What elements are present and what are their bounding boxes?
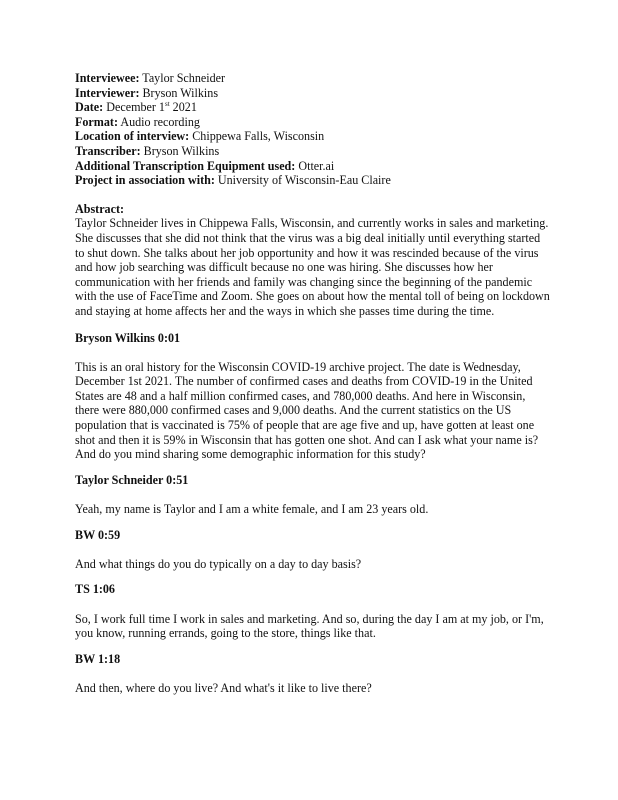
transcript-entry — [75, 473, 550, 517]
abstract-heading: Abstract: — [75, 201, 125, 216]
transcript-entry — [75, 582, 550, 640]
speaker-text: This is an oral history for the Wisconsin COVID-19 archive project. The date is Wednesday, December 1st 2021. The number of confirmed cases and deaths from COVID-19 in the United States are 48 and a half million confirmed cases, and 780,000 deaths. And here in Wisconsin, there were 880,000 confirmed cases and 9,000 deaths. And the current statistics on the US population that is vaccinated is 75% of people that are age five and up, have gotten at least one shot and then it is 59% in Wisconsin that has gotten one shot. And can I ask what your name is? And do you mind sharing some demographic information for this study? — [75, 359, 539, 462]
abstract-text: Taylor Schneider lives in Chippewa Falls, Wisconsin, and currently works in sales and marketing. She discusses that she did not think that the virus was a big deal initially until everything started to shut down. She talks about her job opportunity and how it was rescinded because of the virus and how job searching was difficult because no one was hiring. She discusses how her communication with her friends and family was changing since the beginning of the pandemic with the use of FaceTime and Zoom. She goes on about how the mental toll of being on lockdown and staying at home affects her and the ways in which she passes time during the time. — [75, 216, 550, 318]
metadata-transcriber — [75, 144, 550, 159]
metadata-value: Taylor Schneider — [139, 71, 226, 85]
metadata-label: Format: — [75, 114, 118, 129]
transcript-entry — [75, 528, 550, 572]
metadata-value: Bryson Wilkins — [139, 85, 219, 100]
metadata-label: Transcriber: — [75, 143, 141, 158]
metadata-label: Date: — [75, 100, 104, 115]
metadata-location — [75, 129, 550, 144]
speaker-text: So, I work full time I work in sales and marketing. And so, during the day I am at my job, or I'm, you know, running errands, going to the store, things like that. — [75, 611, 544, 641]
date-ordinal-suffix: st — [164, 100, 170, 109]
metadata-value: Chippewa Falls, Wisconsin — [189, 129, 325, 144]
metadata-label: Interviewer: — [75, 85, 140, 100]
document-page — [75, 71, 550, 696]
interview-metadata — [75, 71, 550, 188]
metadata-label: Additional Transcription Equipment used: — [75, 158, 296, 173]
metadata-value: Bryson Wilkins — [140, 143, 220, 158]
metadata-label: Project in association with: — [75, 173, 215, 188]
metadata-value: Audio recording — [117, 114, 200, 129]
speaker-text: And then, where do you live? And what's it like to live there? — [75, 680, 372, 695]
metadata-value-tail: 2021 — [169, 100, 197, 115]
metadata-format — [75, 115, 550, 130]
metadata-value: December 1 — [103, 100, 165, 115]
speaker-label: TS 1:06 — [75, 582, 115, 597]
transcript-entry — [75, 331, 550, 462]
transcript-entry — [75, 652, 550, 696]
speaker-label: BW 0:59 — [75, 527, 121, 542]
metadata-interviewer — [75, 86, 550, 101]
speaker-text: Yeah, my name is Taylor and I am a white female, and I am 23 years old. — [75, 502, 429, 517]
metadata-label: Location of interview: — [75, 129, 190, 144]
metadata-value: Otter.ai — [295, 158, 335, 173]
speaker-label: Taylor Schneider 0:51 — [75, 472, 189, 487]
metadata-interviewee — [75, 71, 550, 86]
speaker-label: Bryson Wilkins 0:01 — [75, 330, 181, 345]
speaker-label: BW 1:18 — [75, 651, 121, 666]
metadata-label: Interviewee: — [75, 71, 140, 85]
speaker-text: And what things do you do typically on a day to day basis? — [75, 556, 362, 571]
metadata-date — [75, 100, 550, 115]
metadata-project — [75, 173, 550, 188]
metadata-value: University of Wisconsin-Eau Claire — [214, 173, 391, 188]
metadata-equipment — [75, 159, 550, 174]
